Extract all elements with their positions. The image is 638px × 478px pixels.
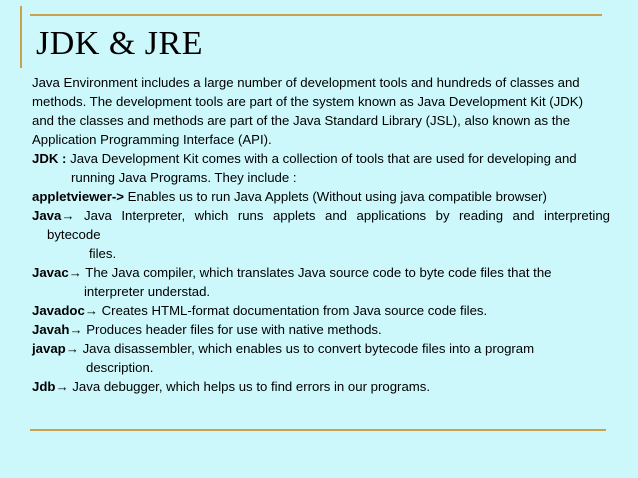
jdk-description: Java Development Kit comes with a collection of tools that are used for developing and xyxy=(66,151,577,166)
javah-entry xyxy=(32,320,610,339)
arrow-right-icon: → xyxy=(68,265,82,280)
java-entry xyxy=(32,206,610,225)
arrow-right-icon: → xyxy=(61,208,75,223)
left-rule xyxy=(20,6,22,68)
arrow-right-icon: → xyxy=(65,341,79,356)
javap-continuation: description. xyxy=(86,360,154,375)
jdk-continuation: running Java Programs. They include : xyxy=(71,170,297,185)
arrow-right-icon: → xyxy=(84,303,98,318)
java-description: Java Interpreter, which runs applets and applications by reading and interpreting xyxy=(74,208,610,223)
jdb-entry xyxy=(32,377,610,396)
java-continuation-2: files. xyxy=(89,246,117,261)
javap-entry xyxy=(32,339,610,358)
javap-term: javap xyxy=(32,341,66,356)
intro-line-4: Application Programming Interface (API). xyxy=(32,132,272,147)
intro-line-2: methods. The development tools are part of the system known as Java Development Kit (JDK) xyxy=(32,94,583,109)
javadoc-description: Creates HTML-format documentation from Java source code files. xyxy=(97,303,488,318)
javac-continuation: interpreter understad. xyxy=(84,284,211,299)
bottom-rule xyxy=(30,429,606,431)
slide-body xyxy=(32,73,610,396)
javadoc-entry xyxy=(32,301,610,320)
javac-description: The Java compiler, which translates Java source code to byte code files that the xyxy=(81,265,552,280)
jdb-term: Jdb xyxy=(32,379,56,394)
arrow-right-icon: → xyxy=(55,379,69,394)
javadoc-term: Javadoc xyxy=(32,303,85,318)
appletviewer-term: appletviewer-> xyxy=(32,189,124,204)
jdk-entry xyxy=(32,149,610,168)
java-continuation: bytecode xyxy=(47,227,101,242)
appletviewer-description: Enables us to run Java Applets (Without using java compatible browser) xyxy=(123,189,547,204)
javac-term: Javac xyxy=(32,265,69,280)
jdb-description: Java debugger, which helps us to find errors in our programs. xyxy=(68,379,431,394)
slide-title: JDK & JRE xyxy=(36,25,203,62)
appletviewer-entry xyxy=(32,187,610,206)
javah-term: Javah xyxy=(32,322,70,337)
top-rule xyxy=(30,14,602,16)
javah-description: Produces header files for use with native methods. xyxy=(82,322,382,337)
intro-line-1: Java Environment includes a large number of development tools and hundreds of classes and xyxy=(32,75,580,90)
intro-line-3: and the classes and methods are part of the Java Standard Library (JSL), also known as the xyxy=(32,113,571,128)
javap-description: Java disassembler, which enables us to convert bytecode files into a program xyxy=(78,341,535,356)
java-term: Java xyxy=(32,208,62,223)
jdk-term: JDK : xyxy=(32,151,67,166)
arrow-right-icon: → xyxy=(69,322,83,337)
javac-entry xyxy=(32,263,610,282)
